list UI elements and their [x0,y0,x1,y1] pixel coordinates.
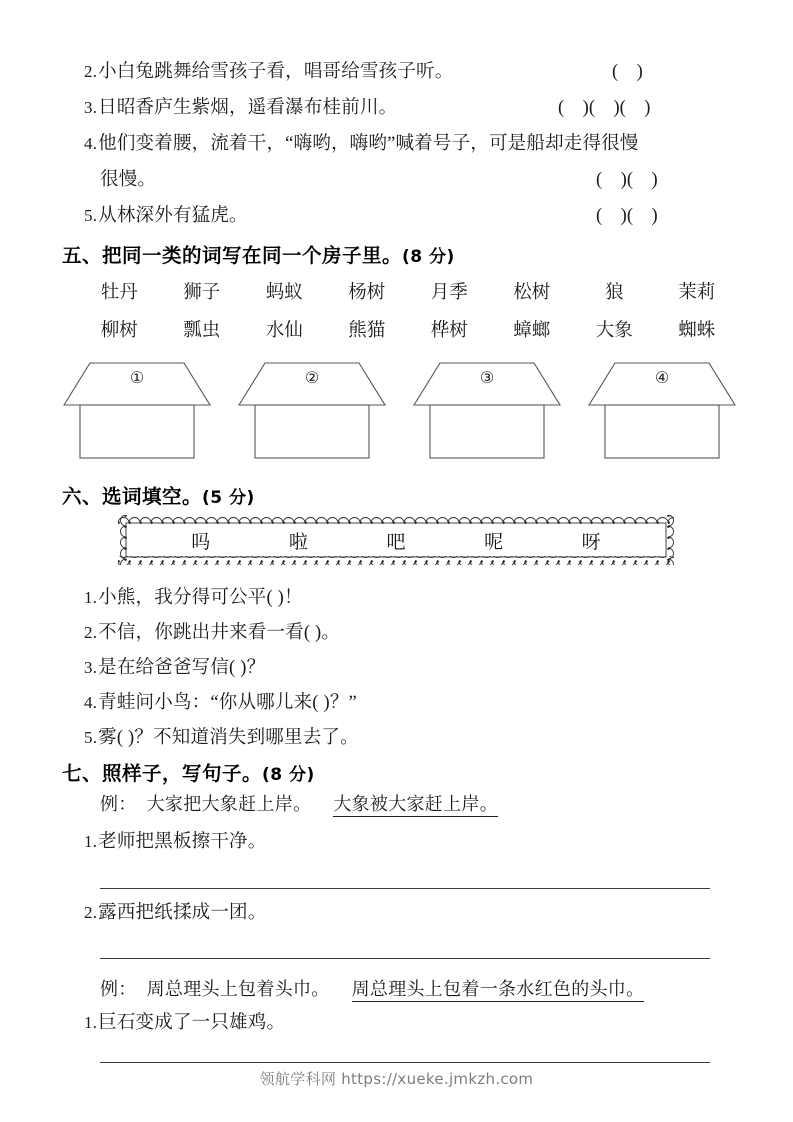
answer-brackets[interactable]: ( )( )( ) [558,98,651,118]
question-row [84,134,744,154]
question-number: 1. [84,588,98,607]
question-number: 3. [84,98,98,117]
house-number: ④ [654,370,670,387]
word-bank-item: 呀 [581,531,601,553]
answer-rule[interactable] [100,1062,710,1063]
question-text: 他们变着腰，流着干，“嗨哟，嗨哟”喊着号子，可是船却走得很慢 [98,134,639,154]
question-text: 小熊，我分得可公平( )！ [98,588,303,608]
example-prompt: 大家把大象赶上岸。 [146,794,312,815]
example-two [100,975,644,1001]
word-item: 茉莉 [678,283,716,303]
house-number: ② [304,370,320,387]
house-row [62,355,742,460]
question-row[interactable] [84,693,744,713]
question-number: 5. [84,206,98,225]
question-number: 3. [84,658,98,677]
word-item: 水仙 [265,321,303,341]
section-seven-title: 七、照样子，写句子。 [62,762,263,785]
word-item: 瓢虫 [183,321,221,341]
question-row [84,903,744,923]
section-seven-heading [62,758,315,786]
question-text: 是在给爸爸写信( )？ [98,658,266,678]
question-text: 很慢。 [100,170,157,190]
question-row [84,62,744,82]
section-seven-points: (8 分) [262,765,315,785]
word-item: 松树 [513,283,551,303]
question-text: 青蛙问小鸟：“你从哪儿来( )？” [98,693,357,713]
section-six-points: (5 分) [202,488,255,508]
question-text: 雾( )？不知道消失到哪里去了。 [98,728,359,748]
question-number: 2. [84,903,98,922]
house-answer-box[interactable] [587,355,737,460]
question-number: 4. [84,693,98,712]
section-five-points: (8 分) [402,247,455,267]
word-item: 蚂蚁 [265,283,303,303]
answer-rule[interactable] [100,888,710,889]
house-shape-icon [237,355,387,460]
house-answer-box[interactable] [62,355,212,460]
question-number: 1. [84,832,98,851]
answer-rule[interactable] [100,958,710,959]
house-answer-box[interactable] [237,355,387,460]
example-answer: 周总理头上包着一条水红色的头巾。 [351,979,645,1000]
house-answer-box[interactable] [412,355,562,460]
section-six-title: 六、选词填空。 [62,485,203,508]
question-text: 老师把黑板擦干净。 [98,832,267,852]
answer-brackets[interactable]: ( ) [612,62,643,82]
word-item: 蟑螂 [513,321,551,341]
word-item: 桦树 [430,321,468,341]
page-footer: 领航学科网 https://xueke.jmkzh.com [259,1070,534,1088]
section-six-heading [62,481,255,509]
house-shape-icon [412,355,562,460]
question-number: 2. [84,623,98,642]
question-row[interactable] [84,658,744,678]
house-number: ① [129,370,145,387]
question-row-continuation [100,170,760,190]
word-item: 大象 [595,321,633,341]
word-item: 熊猫 [348,321,386,341]
word-bank-item: 吧 [386,531,406,553]
question-number: 4. [84,134,98,153]
word-bank-box [118,515,674,565]
section-five-word-grid [78,278,738,342]
question-text: 巨石变成了一只雄鸡。 [98,1013,286,1033]
word-item: 杨树 [348,283,386,303]
word-item: 牡丹 [100,283,138,303]
word-item: 蜘蛛 [678,321,716,341]
word-bank-item: 呢 [484,531,504,553]
section-five-heading [62,240,455,268]
example-label: 例： [100,794,137,815]
house-number: ③ [479,370,495,387]
example-answer: 大象被大家赶上岸。 [333,794,499,815]
example-prompt: 周总理头上包着头巾。 [146,979,330,1000]
question-number: 5. [84,728,98,747]
answer-brackets[interactable]: ( )( ) [596,206,658,226]
house-shape-icon [587,355,737,460]
question-row [84,1013,744,1033]
question-text: 小白兔跳舞给雪孩子看，唱哥给雪孩子听。 [98,62,454,82]
word-item: 柳树 [100,321,138,341]
word-bank-item: 啦 [288,531,308,553]
question-row[interactable] [84,728,744,748]
section-five-title: 五、把同一类的词写在同一个房子里。 [62,244,403,267]
word-item: 狮子 [183,283,221,303]
question-row[interactable] [84,623,744,643]
word-bank-words [118,515,674,565]
example-one [100,790,498,816]
word-item: 狼 [604,283,624,303]
example-label: 例： [100,979,137,1000]
question-number: 1. [84,1013,98,1032]
question-text: 从林深外有猛虎。 [98,206,248,226]
word-bank-item: 吗 [191,531,211,553]
question-number: 2. [84,62,98,81]
question-text: 日昭香庐生紫烟，遥看瀑布桂前川。 [98,98,398,118]
word-item: 月季 [430,283,468,303]
question-row [84,832,744,852]
question-text: 不信，你跳出井来看一看( )。 [98,623,341,643]
house-shape-icon [62,355,212,460]
question-text: 露西把纸揉成一团。 [98,903,267,923]
question-row[interactable] [84,588,744,608]
answer-brackets[interactable]: ( )( ) [596,170,658,190]
